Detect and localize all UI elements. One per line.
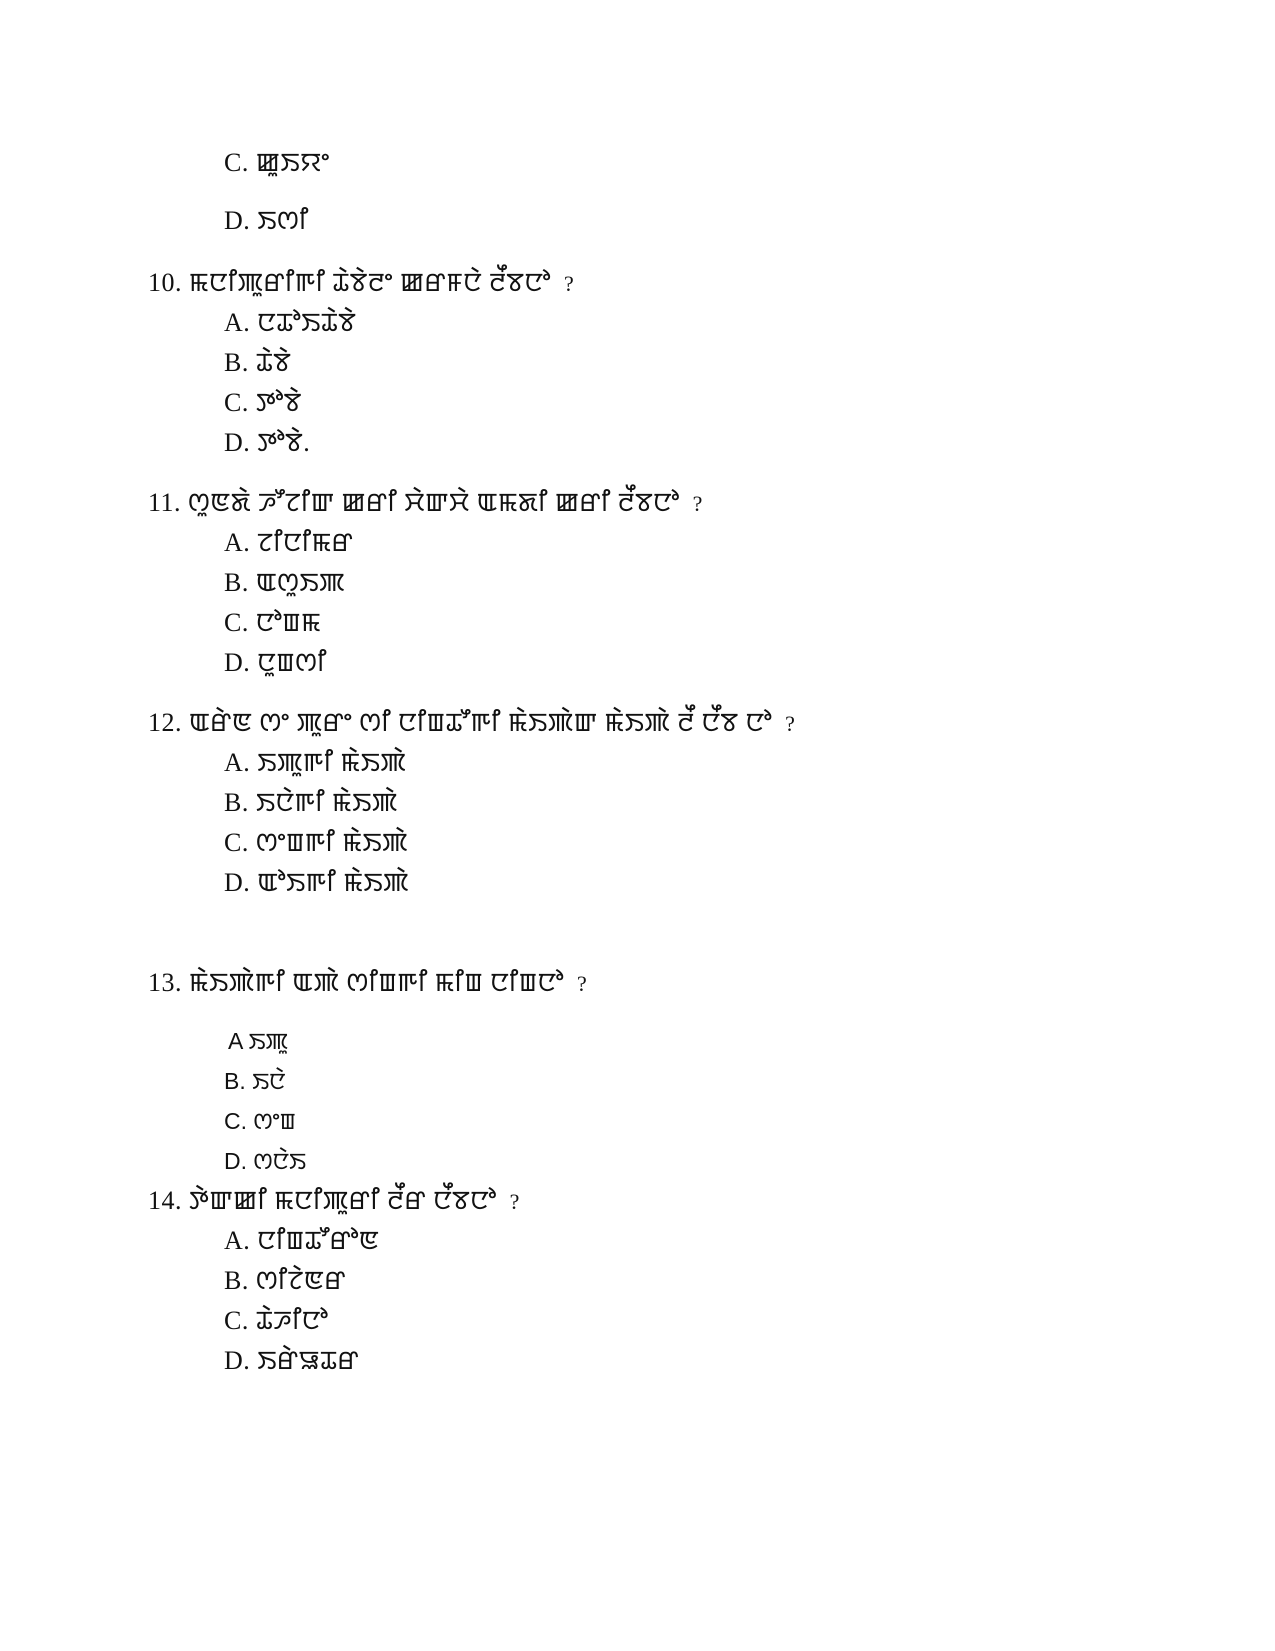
q10-option-a [224,310,356,336]
question-13 [148,970,587,996]
option-text: ꯀꯨꯏꯌꯦ [255,148,330,177]
question-number: 11. [148,488,182,517]
q12-option-a [224,750,406,776]
question-10 [148,270,574,296]
option-letter: C. [224,828,249,857]
q11-option-b [224,570,345,596]
question-number: 12. [148,708,182,737]
option-letter: C. [224,1108,247,1134]
question-mark: ? [577,971,588,996]
q14-option-a [224,1228,379,1254]
option-letter: B. [224,348,249,377]
option-letter: B. [224,568,249,597]
option-text: ꯅꯤꯡꯊꯧꯔꯣꯟ [257,1226,380,1255]
option-letter: C. [224,1306,249,1335]
option-letter: B. [224,1068,246,1094]
option-letter: A. [224,748,251,777]
option-letter: D. [224,648,251,677]
question-mark: ? [785,711,796,736]
q11-option-d [224,650,327,676]
option-letter: C. [224,388,249,417]
question-text: ꯃꯅꯤꯄꯨꯔꯤꯒꯤ ꯊꯥꯕꯥꯂꯦ ꯀꯔꯝꯅꯥ ꯂꯩꯕꯅꯣ [189,268,551,297]
option-letter: A. [224,308,251,337]
q13-option-d [224,1150,306,1173]
question-text: ꯑꯔꯥꯟ ꯁꯦ ꯄꯨꯔꯦ ꯁꯤ ꯅꯤꯡꯊꯧꯒꯤ ꯃꯥꯏꯄꯥꯛ ꯃꯥꯏꯄꯥ ꯂꯩ ꯅꯩꯕ ꯅꯣ [189,708,773,737]
option-letter: C. [224,608,249,637]
q10-option-c [224,390,302,416]
option-text: ꯏꯄꯨꯒꯤ ꯃꯥꯏꯄꯥ [257,748,407,777]
q9-option-c [224,150,330,176]
option-letter: B. [224,1266,249,1295]
option-text: ꯏꯅꯥ [252,1068,286,1094]
option-text: ꯏꯄꯨ [248,1028,289,1054]
option-text: ꯖꯤꯅꯤꯃꯔ [257,528,354,557]
question-14 [148,1188,520,1214]
q12-option-c [224,830,408,856]
question-number: 13. [148,968,182,997]
question-text: ꯁꯨꯟꯗꯥ ꯍꯧꯖꯤꯛ ꯀꯔꯤ ꯆꯥꯛꯆꯥ ꯑꯃꯗꯤ ꯀꯔꯤ ꯂꯩꯕꯅꯣ [188,488,680,517]
option-text: ꯑꯣꯏꯒꯤ ꯃꯥꯏꯄꯥ [257,868,410,897]
option-text: ꯇꯣꯕꯥ [255,388,302,417]
q10-option-d [224,430,310,456]
option-text: ꯁꯤꯖꯥꯟꯔ [255,1266,347,1295]
q13-option-b [224,1070,285,1093]
option-text: ꯊꯥꯕꯥ [255,348,292,377]
q12-option-b [224,790,398,816]
q11-option-a [224,530,353,556]
option-text: ꯁꯅꯥꯏ [253,1148,306,1174]
question-number: 14. [148,1186,182,1215]
q13-option-c [224,1110,296,1133]
q14-option-d [224,1348,359,1374]
q9-option-d [224,208,309,234]
option-letter: D. [224,206,251,235]
q11-option-c [224,610,321,636]
option-letter: D. [224,1148,247,1174]
option-letter: D. [224,1346,251,1375]
question-12 [148,710,795,736]
q13-option-a [228,1030,288,1053]
q14-option-b [224,1268,346,1294]
option-text: ꯑꯁꯨꯏꯄ [255,568,346,597]
question-number: 10. [148,268,182,297]
option-letter: A [228,1028,243,1054]
option-letter: A. [224,1226,251,1255]
option-letter: A. [224,528,251,557]
option-text: ꯏꯁꯤ [257,206,309,235]
option-text: ꯅꯣꯡꯃ [255,608,322,637]
question-text: ꯃꯥꯏꯄꯥꯒꯤ ꯑꯄꯥ ꯁꯤꯡꯒꯤ ꯃꯤꯡ ꯅꯤꯡꯅꯣ [189,968,565,997]
option-text: ꯊꯥꯍꯤꯅꯣ [255,1306,329,1335]
q10-option-b [224,350,291,376]
option-text: ꯏꯅꯥꯒꯤ ꯃꯥꯏꯄꯥ [255,788,398,817]
question-mark: ? [509,1189,520,1214]
option-letter: B. [224,788,249,817]
option-text: ꯇꯣꯕꯥ. [257,428,311,457]
option-text: ꯅꯨꯡꯁꯤ [257,648,327,677]
option-text: ꯅꯊꯣꯏꯊꯥꯕꯥ [257,308,357,337]
option-letter: D. [224,428,251,457]
option-text: ꯏꯔꯥꯎꯊꯔ [257,1346,360,1375]
option-letter: C. [224,148,249,177]
question-mark: ? [563,271,575,296]
option-letter: D. [224,868,251,897]
option-text: ꯁꯦꯡꯒꯤ ꯃꯥꯏꯄꯥ [255,828,409,857]
question-mark: ? [692,491,703,516]
option-text: ꯁꯦꯡ [253,1108,296,1134]
q14-option-c [224,1308,328,1334]
question-11 [148,490,703,516]
question-text: ꯇꯥꯛꯀꯤ ꯃꯅꯤꯄꯨꯔꯤ ꯂꯩꯔ ꯅꯩꯕꯅꯣ [189,1186,497,1215]
q12-option-d [224,870,409,896]
